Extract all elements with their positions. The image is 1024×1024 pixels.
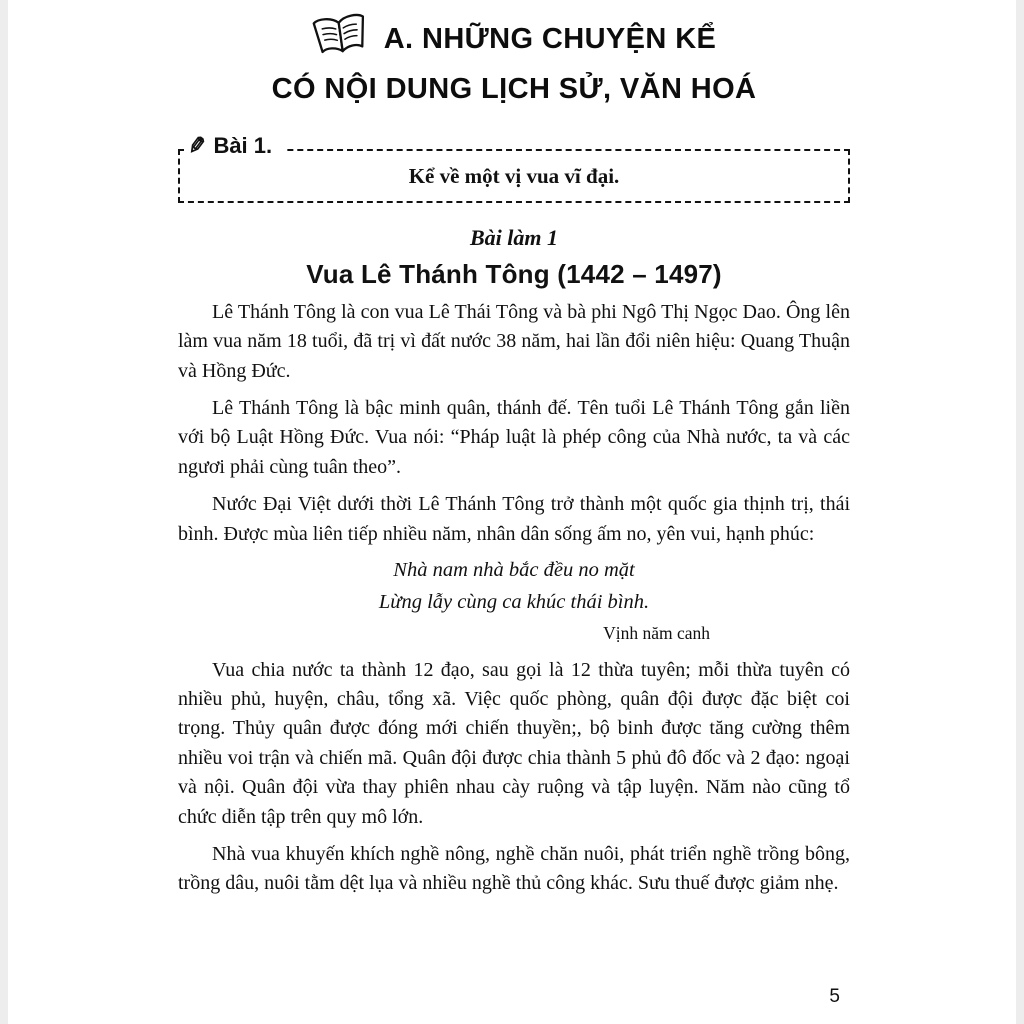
section-title-row [178, 18, 850, 60]
verse-attribution: Vịnh năm canh [603, 623, 710, 644]
essay-paragraph: Lê Thánh Tông là bậc minh quân, thánh đế. Tên tuổi Lê Thánh Tông gắn liền với bộ Luật Hồng Đức. Vua nói: “Pháp luật là phép công của Nhà nước, ta và các ngươi phải cùng tuân theo”. [178, 396, 850, 478]
lesson-prompt: Kể về một vị vua vĩ đại. [408, 163, 620, 188]
verse-block [178, 555, 850, 648]
essay-subtitle: Bài làm 1 [469, 224, 558, 250]
essay-paragraph: Nhà vua khuyến khích nghề nông, nghề chăn nuôi, phát triển nghề trồng bông, trồng dâu, nuôi tằm dệt lụa và nhiều nghề thủ công khác. Sưu thuế được giảm nhẹ. [178, 842, 850, 895]
section-title-line-1: A. NHỮNG CHUYỆN KỂ [383, 22, 717, 55]
verse-line: Nhà nam nhà bắc đều no mặt [393, 558, 635, 581]
open-book-icon [312, 18, 370, 60]
lesson-header [178, 131, 850, 203]
lesson-label [184, 132, 284, 161]
essay-paragraph: Nước Đại Việt dưới thời Lê Thánh Tông trở thành một quốc gia thịnh trị, thái bình. Được mùa liên tiếp nhiều năm, nhân dân sống ấm no, yên vui, hạnh phúc: [178, 493, 850, 545]
essay-paragraph: Lê Thánh Tông là con vua Lê Thái Tông và bà phi Ngô Thị Ngọc Dao. Ông lên làm vua năm 18 tuổi, đã trị vì đất nước 38 năm, hai lần đổi niên hiệu: Quang Thuận và Hồng Đức. [178, 300, 850, 382]
section-title-line-2: CÓ NỘI DUNG LỊCH SỬ, VĂN HOÁ [271, 73, 757, 105]
lesson-number: Bài 1. [213, 132, 273, 158]
pencil-icon: ✎ [186, 131, 208, 159]
essay-title: Vua Lê Thánh Tông (1442 – 1497) [306, 258, 722, 289]
verse-line: Lừng lẫy cùng ca khúc thái bình. [378, 590, 650, 613]
page-body [8, 0, 1016, 1024]
page-number: 5 [829, 986, 840, 1007]
essay-paragraph: Vua chia nước ta thành 12 đạo, sau gọi là 12 thừa tuyên; mỗi thừa tuyên có nhiều phủ, huyện, châu, tổng xã. Việc quốc phòng, quân đội được đặc biệt coi trọng. Thủy quân được đóng mới chiến thuyền;, bộ binh được tăng cường thêm nhiều voi trận và chiến mã. Quân đội được chia thành 5 phủ đô đốc và 2 đạo: ngoại và nội. Quân đội vừa thay phiên nhau cày ruộng và tập luyện. Năm nào cũng tổ chức diễn tập trên quy mô lớn. [178, 658, 850, 828]
section-header [178, 18, 850, 107]
